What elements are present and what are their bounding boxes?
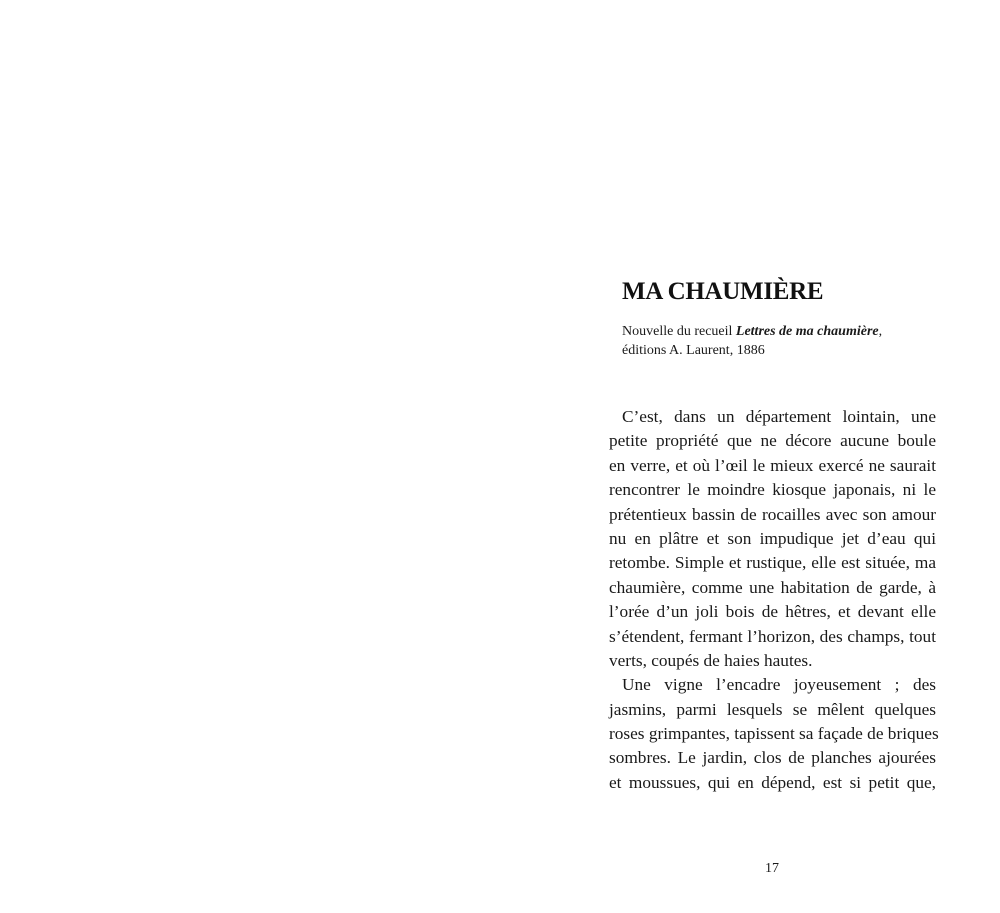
- text-line: petite propriété que ne décore aucune boule: [609, 431, 936, 451]
- text-line: verts, coupés de haies hautes.: [609, 650, 813, 670]
- text-line: retombe. Simple et rustique, elle est située, ma: [609, 553, 936, 573]
- text-line: nu en plâtre et son impudique jet d’eau qui: [609, 528, 936, 548]
- source-line-1: [622, 322, 942, 341]
- right-page: [500, 0, 1000, 913]
- source-line-2: éditions A. Laurent, 1886: [622, 343, 765, 358]
- source-suffix: ,: [878, 324, 883, 339]
- text-line: l’orée d’un joli bois de hêtres, et devant elle: [609, 602, 936, 622]
- text-line: jasmins, parmi lesquels se mêlent quelques: [609, 699, 936, 719]
- source-prefix: Nouvelle du recueil: [622, 324, 736, 339]
- body-text: [609, 405, 939, 795]
- page-number: 17: [765, 861, 779, 876]
- chapter-title: MA CHAUMIÈRE: [622, 278, 824, 305]
- text-line: C’est, dans un département lointain, une: [622, 407, 936, 426]
- text-line: Une vigne l’encadre joyeusement ; des: [622, 675, 936, 695]
- text-line: chaumière, comme une habitation de garde, à: [609, 577, 936, 597]
- text-line: rencontrer le moindre kiosque japonais, ni le: [609, 480, 936, 500]
- text-line: en verre, et où l’œil le mieux exercé ne saurait: [609, 455, 936, 475]
- source-book-title: Lettres de ma chaumière: [735, 324, 879, 339]
- text-line: et moussues, qui en dépend, est si petit que,: [609, 772, 936, 792]
- text-line: prétentieux bassin de rocailles avec son amour: [609, 504, 936, 524]
- source-note: [622, 322, 942, 360]
- text-line: sombres. Le jardin, clos de planches ajourées: [609, 748, 936, 768]
- text-line: s’étendent, fermant l’horizon, des champs, tout: [609, 626, 936, 646]
- text-line: roses grimpantes, tapissent sa façade de briques: [609, 724, 939, 744]
